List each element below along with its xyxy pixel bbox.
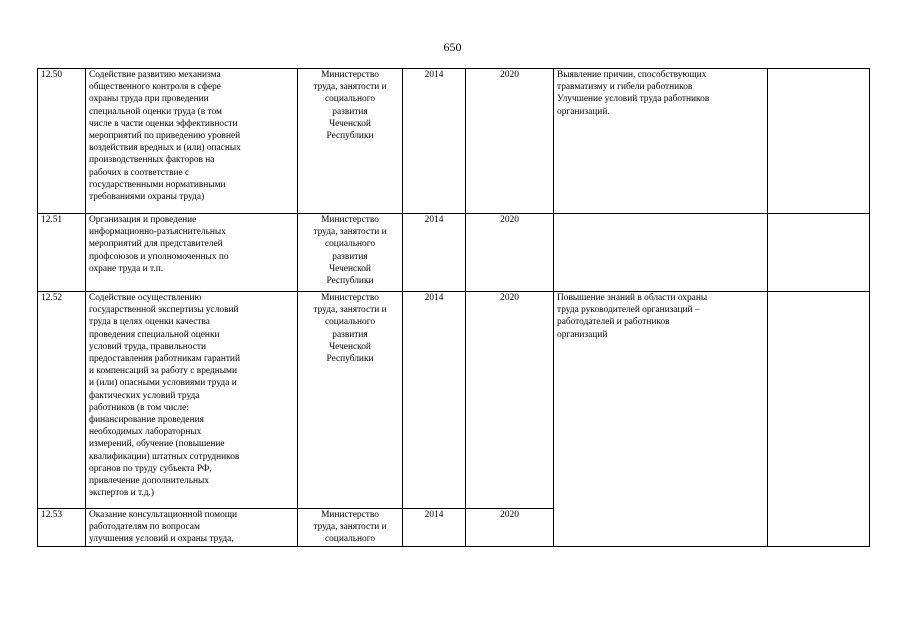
item-start-year: 2014 — [403, 292, 466, 509]
item-number: 12.50 — [38, 69, 86, 214]
activities-table — [37, 68, 870, 547]
item-start-year: 2014 — [403, 214, 466, 292]
item-end-year: 2020 — [466, 509, 554, 547]
item-description: Содействие осуществлению государственной экспертизы условий труда в целях оценки качества проведения специальной оценки условий труда, правильности предоставления работникам гарантий и компенсаций за работу с вредными и (или) опасными условиями труда и фактических условий труда работников (в том числе: финансирование проведения необходимых лабораторных измерений, обучение (повышение квалификации) штатных сотрудников органов по труду субъекта РФ, привлечение дополнительных экспертов и т.д.) — [86, 292, 298, 509]
item-end-year: 2020 — [466, 69, 554, 214]
item-description: Организация и проведение информационно-разъяснительных мероприятий для представителей профсоюзов и уполномоченных по охране труда и т.п. — [86, 214, 298, 292]
item-executor: Министерство труда, занятости и социального развития Чеченской Республики — [298, 292, 403, 509]
item-executor: Министерство труда, занятости и социального развития Чеченской Республики — [298, 69, 403, 214]
item-start-year: 2014 — [403, 69, 466, 214]
item-number: 12.53 — [38, 509, 86, 547]
item-expected-result — [554, 214, 768, 292]
item-expected-result: Выявление причин, способствующих травматизму и гибели работников Улучшение условий труда работников организаций. — [554, 69, 768, 214]
table-row — [38, 292, 870, 509]
table-row — [38, 69, 870, 214]
item-end-year: 2020 — [466, 292, 554, 509]
item-start-year: 2014 — [403, 509, 466, 547]
item-executor: Министерство труда, занятости и социального развития Чеченской Республики — [298, 214, 403, 292]
item-extra-cell — [768, 214, 870, 292]
item-number: 12.51 — [38, 214, 86, 292]
item-executor: Министерство труда, занятости и социального — [298, 509, 403, 547]
item-number: 12.52 — [38, 292, 86, 509]
table-row — [38, 214, 870, 292]
item-description: Содействие развитию механизма общественного контроля в сфере охраны труда при проведении специальной оценки труда (в том числе в части оценки эффективности мероприятий по приведению уровней воздействия вредных и (или) опасных производственных факторов на рабочих в соответствие с государственными нормативными требованиями охраны труда) — [86, 69, 298, 214]
item-extra-cell — [768, 69, 870, 214]
item-expected-result: Повышение знаний в области охраны труда руководителей организаций – работодателей и работников организаций — [554, 292, 768, 547]
page-number: 650 — [443, 40, 462, 54]
item-extra-cell — [768, 292, 870, 547]
item-description: Оказание консультационной помощи работодателям по вопросам улучшения условий и охраны труда, — [86, 509, 298, 547]
item-end-year: 2020 — [466, 214, 554, 292]
